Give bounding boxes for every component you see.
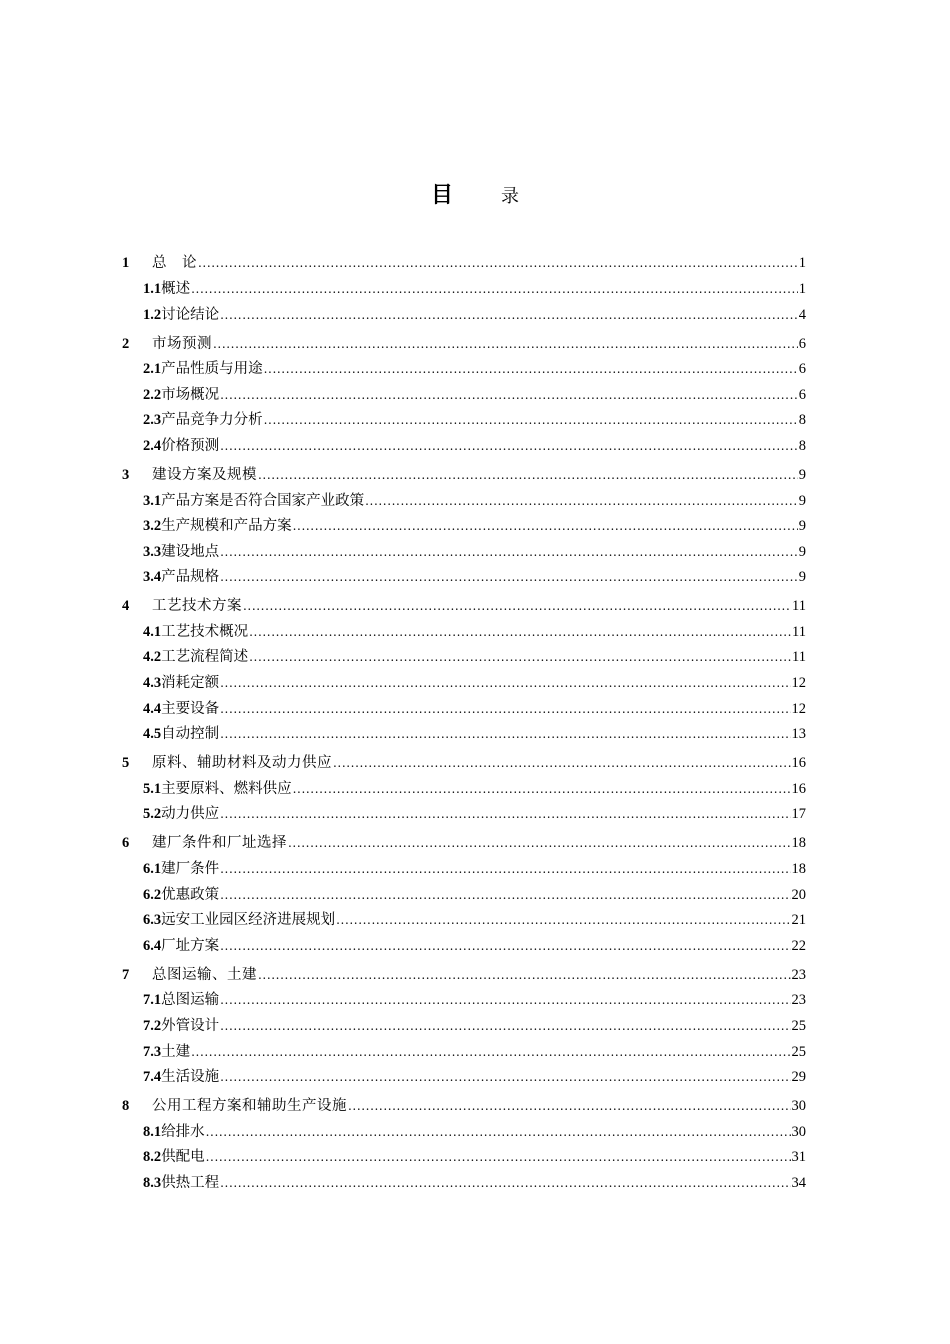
toc-entry-page: 22 — [791, 937, 806, 954]
toc-dot-leader — [264, 357, 798, 383]
toc-entry-page: 34 — [791, 1174, 806, 1191]
toc-entry-number: 6 — [122, 835, 130, 852]
toc-dot-leader — [258, 963, 791, 989]
toc-chapter-entry[interactable] — [122, 463, 806, 489]
toc-entry-label: 工艺技术概况 — [161, 623, 249, 640]
toc-section-entry[interactable] — [122, 802, 806, 828]
toc-section-entry[interactable] — [122, 722, 806, 748]
toc-entry-label: 生活设施 — [161, 1069, 220, 1086]
toc-entry-label: 产品竞争力分析 — [161, 412, 263, 429]
toc-entry-label: 总图运输 — [161, 992, 220, 1009]
toc-entry-label: 建厂条件和厂址选择 — [152, 835, 287, 852]
toc-section-entry[interactable] — [122, 620, 806, 646]
toc-entry-page: 9 — [798, 466, 806, 483]
toc-entry-label: 工艺技术方案 — [152, 598, 242, 615]
toc-entry-page: 1 — [798, 280, 806, 297]
toc-section-entry[interactable] — [122, 857, 806, 883]
toc-section-entry[interactable] — [122, 883, 806, 909]
toc-entry-number: 5 — [122, 755, 130, 772]
toc-entry-label: 产品性质与用途 — [161, 361, 263, 378]
toc-entry-label: 外管设计 — [161, 1017, 220, 1034]
toc-dot-leader — [191, 277, 798, 303]
toc-entry-number: 7.4 — [143, 1069, 162, 1086]
toc-entry-page: 20 — [791, 886, 806, 903]
toc-dot-leader — [220, 934, 790, 960]
toc-entry-page: 18 — [791, 835, 806, 852]
toc-dot-leader — [206, 1120, 791, 1146]
toc-chapter-entry[interactable] — [122, 594, 806, 620]
toc-entry-label: 供热工程 — [161, 1174, 220, 1191]
toc-entry-number: 3.2 — [143, 518, 162, 535]
toc-entry-number: 6.4 — [143, 937, 162, 954]
toc-entry-page: 23 — [791, 992, 806, 1009]
toc-entry-number: 1.1 — [143, 280, 162, 297]
toc-entry-number: 8 — [122, 1098, 130, 1115]
toc-entry-page: 6 — [798, 335, 806, 352]
toc-dot-leader — [348, 1094, 791, 1120]
toc-section-entry[interactable] — [122, 777, 806, 803]
toc-section-entry[interactable] — [122, 1065, 806, 1091]
toc-entry-page: 18 — [791, 861, 806, 877]
toc-chapter-entry[interactable] — [122, 963, 806, 989]
toc-chapter-entry[interactable] — [122, 332, 806, 358]
toc-dot-leader — [220, 883, 790, 909]
toc-entry-label: 建设地点 — [161, 543, 220, 560]
toc-section-entry[interactable] — [122, 1014, 806, 1040]
toc-entry-label: 动力供应 — [161, 806, 220, 823]
toc-dot-leader — [220, 1171, 790, 1197]
toc-dot-leader — [293, 777, 791, 803]
toc-entry-number: 4.2 — [143, 649, 162, 666]
toc-entry-label: 建厂条件 — [161, 861, 220, 877]
toc-entry-number: 1 — [122, 255, 130, 272]
toc-dot-leader — [264, 408, 798, 434]
toc-dot-leader — [220, 988, 790, 1014]
toc-entry-number: 4.5 — [143, 726, 162, 743]
toc-entry-page: 16 — [791, 755, 806, 772]
toc-entry-label: 建设方案及规模 — [152, 466, 257, 483]
toc-entry-number: 8.2 — [143, 1149, 162, 1166]
toc-title — [0, 178, 950, 209]
toc-entry-number: 4.4 — [143, 700, 162, 717]
toc-entry-page: 4 — [798, 306, 806, 323]
toc-entry-number: 3.1 — [143, 492, 162, 509]
toc-entry-label: 讨论结论 — [161, 306, 220, 323]
toc-entry-number: 4.1 — [143, 623, 162, 640]
toc-entry-number: 7.3 — [143, 1043, 162, 1060]
toc-entry-page: 17 — [791, 806, 806, 823]
toc-entry-label: 公用工程方案和辅助生产设施 — [152, 1098, 347, 1115]
toc-dot-leader — [333, 751, 791, 777]
toc-entry-label: 主要原料、燃料供应 — [161, 780, 292, 797]
toc-entry-label: 给排水 — [161, 1123, 205, 1140]
toc-entry-label: 土建 — [161, 1043, 191, 1060]
toc-entry-number: 6.3 — [143, 912, 162, 929]
toc-dot-leader — [336, 908, 790, 934]
toc-entry-page: 6 — [798, 361, 806, 378]
toc-entry-page: 6 — [798, 386, 806, 403]
toc-entry-page: 8 — [798, 412, 806, 429]
toc-chapter-entry[interactable] — [122, 251, 806, 277]
toc-section-entry[interactable] — [122, 383, 806, 409]
toc-dot-leader — [293, 514, 798, 540]
toc-entry-page: 11 — [792, 623, 806, 640]
toc-entry-label: 主要设备 — [161, 700, 220, 717]
toc-dot-leader — [220, 1065, 790, 1091]
toc-section-entry[interactable] — [122, 540, 806, 566]
toc-section-entry[interactable] — [122, 934, 806, 960]
toc-entry-label: 总 论 — [152, 255, 197, 272]
toc-dot-leader — [249, 645, 791, 671]
toc-section-entry[interactable] — [122, 988, 806, 1014]
toc-entry-number: 5.2 — [143, 806, 162, 823]
toc-section-entry[interactable] — [122, 1120, 806, 1146]
toc-entry-page: 25 — [791, 1043, 806, 1060]
toc-section-entry[interactable] — [122, 671, 806, 697]
toc-section-entry[interactable] — [122, 514, 806, 540]
toc-entry-number: 2.1 — [143, 361, 162, 378]
toc-entry-number: 6.2 — [143, 886, 162, 903]
toc-section-entry[interactable] — [122, 489, 806, 515]
toc-chapter-entry[interactable] — [122, 1094, 806, 1120]
toc-entry-page: 31 — [791, 1149, 806, 1166]
toc-section-entry[interactable] — [122, 1040, 806, 1066]
toc-entry-number: 3.3 — [143, 543, 162, 560]
toc-section-entry[interactable] — [122, 1145, 806, 1171]
toc-entry-label: 自动控制 — [161, 726, 220, 743]
toc-entry-label: 产品方案是否符合国家产业政策 — [161, 492, 365, 509]
toc-entry-number: 3.4 — [143, 569, 162, 586]
toc-section-entry[interactable] — [122, 565, 806, 591]
toc-dot-leader — [198, 251, 798, 277]
toc-entry-label: 消耗定额 — [161, 675, 220, 692]
toc-entry-label: 厂址方案 — [161, 937, 220, 954]
toc-entry-label: 市场预测 — [152, 335, 212, 352]
toc-dot-leader — [213, 332, 798, 358]
toc-dot-leader — [288, 831, 791, 857]
toc-section-entry[interactable] — [122, 697, 806, 723]
toc-entry-page: 9 — [798, 492, 806, 509]
toc-entry-number: 3 — [122, 466, 130, 483]
toc-section-entry[interactable] — [122, 408, 806, 434]
toc-entry-number: 4.3 — [143, 675, 162, 692]
toc-title-char-1: 目 — [430, 182, 453, 208]
toc-entry-number: 2.3 — [143, 412, 162, 429]
toc-entry-page: 12 — [791, 700, 806, 717]
toc-entry-number: 2.4 — [143, 437, 162, 454]
toc-dot-leader — [220, 671, 790, 697]
toc-entry-page: 16 — [791, 780, 806, 797]
toc-entry-page: 9 — [798, 518, 806, 535]
toc-entry-page: 1 — [798, 255, 806, 272]
toc-entry-page: 30 — [791, 1123, 806, 1140]
toc-entry-page: 12 — [791, 675, 806, 692]
toc-entry-page: 8 — [798, 437, 806, 454]
toc-entry-number: 5.1 — [143, 780, 162, 797]
toc-dot-leader — [258, 463, 798, 489]
toc-entry-page: 11 — [792, 598, 806, 615]
toc-entry-number: 7.1 — [143, 992, 162, 1009]
toc-entry-number: 8.3 — [143, 1174, 162, 1191]
toc-entry-page: 13 — [791, 726, 806, 743]
toc-entry-label: 产品规格 — [161, 569, 220, 586]
toc-entry-page: 11 — [792, 649, 806, 666]
toc-entry-page: 23 — [791, 966, 806, 983]
toc-dot-leader — [220, 565, 798, 591]
toc-entry-number: 6.1 — [143, 861, 162, 877]
toc-entry-page: 21 — [791, 912, 806, 929]
toc-dot-leader — [365, 489, 798, 515]
toc-dot-leader — [220, 383, 798, 409]
toc-entry-label: 概述 — [161, 280, 191, 297]
toc-dot-leader — [220, 434, 798, 460]
toc-entry-label: 远安工业园区经济进展规划 — [161, 912, 336, 929]
toc-dot-leader — [220, 303, 798, 329]
toc-entry-label: 优惠政策 — [161, 886, 220, 903]
toc-entry-label: 供配电 — [161, 1149, 205, 1166]
toc-entry-label: 市场概况 — [161, 386, 220, 403]
toc-entry-number: 8.1 — [143, 1123, 162, 1140]
table-of-contents — [122, 248, 806, 1197]
toc-entry-page: 9 — [798, 569, 806, 586]
toc-entry-number: 7.2 — [143, 1017, 162, 1034]
toc-chapter-entry[interactable] — [122, 831, 806, 857]
toc-entry-label: 工艺流程简述 — [161, 649, 249, 666]
toc-section-entry[interactable] — [122, 277, 806, 303]
toc-dot-leader — [249, 620, 791, 646]
toc-entry-number: 4 — [122, 598, 130, 615]
toc-dot-leader — [220, 722, 790, 748]
toc-section-entry[interactable] — [122, 303, 806, 329]
toc-dot-leader — [243, 594, 791, 620]
toc-dot-leader — [191, 1040, 790, 1066]
toc-entry-number: 2 — [122, 335, 130, 352]
toc-entry-number: 2.2 — [143, 386, 162, 403]
toc-entry-number: 1.2 — [143, 306, 162, 323]
toc-entry-label: 原料、辅助材料及动力供应 — [152, 755, 332, 772]
toc-entry-page: 29 — [791, 1069, 806, 1086]
toc-entry-label: 价格预测 — [161, 437, 220, 454]
toc-chapter-entry[interactable] — [122, 751, 806, 777]
toc-dot-leader — [206, 1145, 791, 1171]
toc-dot-leader — [220, 1014, 790, 1040]
toc-entry-number: 7 — [122, 966, 130, 983]
toc-entry-label: 总图运输、土建 — [152, 966, 257, 983]
toc-section-entry[interactable] — [122, 645, 806, 671]
toc-dot-leader — [220, 857, 790, 883]
toc-title-char-2: 录 — [501, 186, 519, 207]
toc-section-entry[interactable] — [122, 434, 806, 460]
toc-entry-page: 30 — [791, 1098, 806, 1115]
toc-dot-leader — [220, 802, 790, 828]
toc-entry-page: 9 — [798, 543, 806, 560]
toc-entry-label: 生产规模和产品方案 — [161, 518, 292, 535]
toc-section-entry[interactable] — [122, 908, 806, 934]
toc-entry-page: 25 — [791, 1017, 806, 1034]
toc-dot-leader — [220, 540, 798, 566]
toc-section-entry[interactable] — [122, 357, 806, 383]
toc-section-entry[interactable] — [122, 1171, 806, 1197]
toc-dot-leader — [220, 697, 790, 723]
